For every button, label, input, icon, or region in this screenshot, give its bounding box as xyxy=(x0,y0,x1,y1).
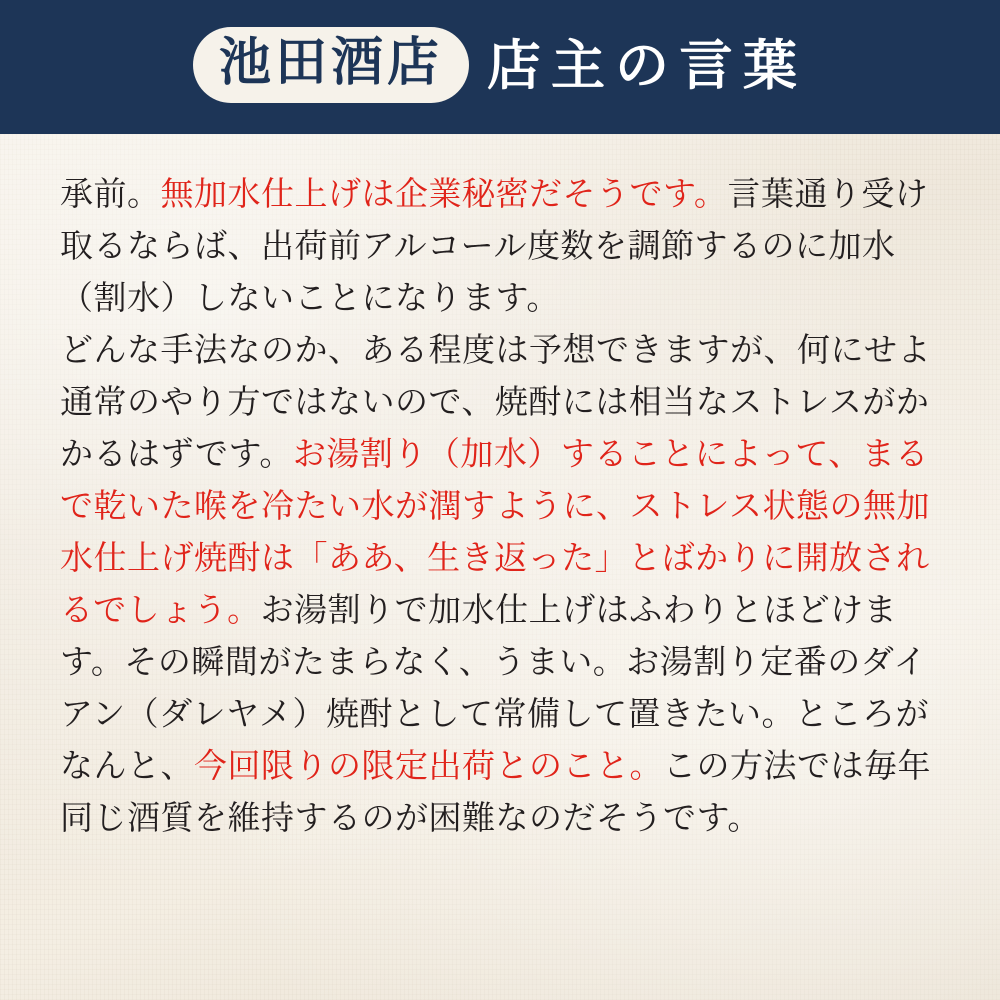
shop-name-badge: 池田酒店 xyxy=(193,27,469,103)
paragraph-2 xyxy=(60,324,950,844)
header-inner xyxy=(193,27,807,103)
text-run: この方法では毎年同じ酒質を維持するのが困難なのだそうです。 xyxy=(60,746,931,837)
page-title: 店主の言葉 xyxy=(487,33,807,97)
highlighted-text-run: お湯割り（加水）することによって、まるで乾いた喉を冷たい水が潤すように、ストレス状態の無加水仕上げ焼酎は「ああ、生き返った」とばかりに開放されるでしょう。 xyxy=(60,434,931,629)
highlighted-text-run: 今回限りの限定出荷とのこと。 xyxy=(194,746,663,785)
text-run: 承前。 xyxy=(60,174,161,213)
highlighted-text-run: 無加水仕上げは企業秘密だそうです。 xyxy=(160,174,728,213)
text-run: どんな手法なのか、ある程度は予想できますが、何にせよ通常のやり方ではないので、焼酎には相当なストレスがかかるはずです。 xyxy=(60,330,931,473)
paragraph-1 xyxy=(60,168,950,324)
header-band xyxy=(0,0,1000,134)
article-body xyxy=(60,168,950,968)
text-run: お湯割りで加水仕上げはふわりとほどけます。その瞬間がたまらなく、うまい。お湯割り定番のダイアン（ダレヤメ）焼酎として常備して置きたい。ところがなんと、 xyxy=(60,590,930,785)
text-run: 言葉通り受け取るならば、出荷前アルコール度数を調節するのに加水（割水）しないことになります。 xyxy=(60,174,929,317)
